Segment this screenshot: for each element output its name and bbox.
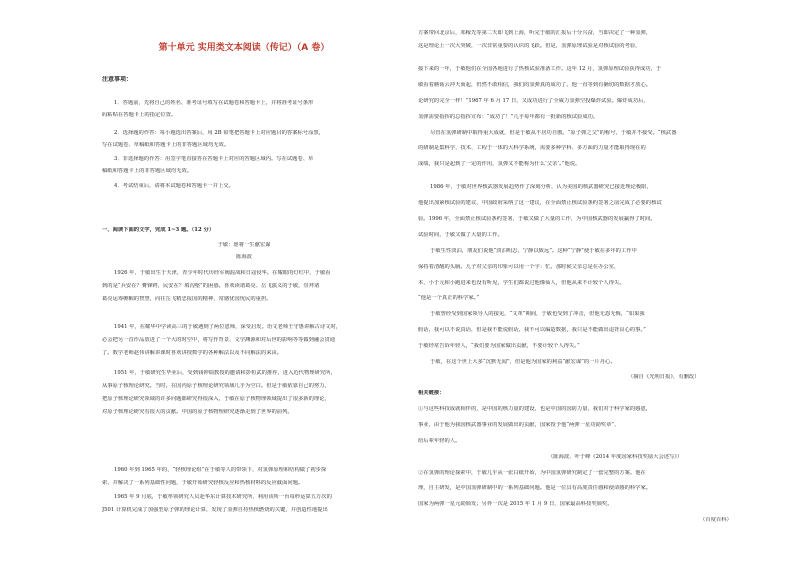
article-line: 这是理论上一次大突破，一次非常重要的认识的飞跃。但是，氢弹原理试验是对核试验的考验， [418, 43, 641, 49]
article-line: 氢弹需要指挥的总指挥宣布：“成功了！”几乎每年都有一批新的核试验成功。 [418, 114, 599, 120]
notice-line: 3．非选择题的作答：用签字笔直接答在答题卡上对应的答题区域内。写在试题卷、草 [114, 156, 314, 162]
article-line: 1960 年到 1965 年的，“轻核理论组”在于敏等人的带领下，对氢弹原理和结构做了初步探 [114, 467, 327, 473]
notice-line: 1．答题前，先将自己的姓名、准考证号填写在试题卷和答题卡上，并将准考证号条形 [114, 100, 314, 106]
article-line: 1986 年，于敏对世界核武器发展趋势作了深刻分析，认为美国的核武器研究已接近理论极限， [430, 184, 652, 190]
article-line: 假话，我可以不说真话，但是我不能说假话，我不可以编造数据，我只是不能做出违背良心的事。” [418, 327, 646, 333]
article-line: 验。1996 年，全面禁止核试验条约签署，于敏又做了大量的工作，为中国核武器的发展赢得了时间。 [418, 216, 656, 222]
article-line: 成绩，我只是起到了一定的作用，氢弹又不能称为什么‘父亲’。”他说。 [418, 161, 581, 167]
page-title: 第十单元 实用类文本阅读（传记）（A 卷） [158, 43, 330, 53]
article-line: 1951 年，于敏研究生毕业后，受到钱钟瑞教授的邀请和彭桓武的推荐，进入近代物理研究所， [114, 370, 336, 376]
article-line: 敏看着蘑菇云冲天而起，仍然不敢相信，我们的氢弹真的成功了，他一直等到有确切的数据才放心。 [418, 82, 652, 88]
related-link-source: （百度百科） [700, 517, 732, 523]
article-line: 1941 年，在耀华中学读高三的于敏遇到了两位恩师，深受启发。语文老师王守惠讲解古诗文时， [114, 324, 342, 330]
related-link-line: 事业，由于他为我国核武器事业的发展做出的贡献，国家授予他“两弹一星功勋奖章”， [418, 422, 620, 428]
article-line: 接下来的一年，于敏他们在全国各地进行了热核试验准备工作。这年 12 月，氢弹原理试验获得成功，于 [418, 66, 662, 72]
article-line: 于敏生性淡泊，朋友们说他“淡泊明志，宁静以致远”。这种“宁静”使于敏在多年的工作中 [430, 248, 637, 254]
related-link-source: （陈海波、叶于峰《2014 年度国家科技奖励大会述写》） [548, 454, 683, 460]
article-line: 索，并解决了一系列基础性问题，于敏开始研究轻核反应和热核材料的反应截面问题。 [102, 480, 304, 486]
article-line: 把原子核理论研究领域的许多问题都研究得很深入，于敏在原子核物理领域提出了很多新的理论， [102, 396, 330, 402]
article-line: “他是一个真正的科学家。” [418, 295, 480, 301]
related-link-line: ②在氢弹的理论探索中，于敏几乎从一张白纸开始，为中国氢弹研究制定了一套完整的方案。他在 [418, 470, 646, 476]
article-line: 方案带回北京后，邓稼先等第二天即飞到上海，听完于敏的汇报后十分兴奋，当即决定了一种氢弹， [418, 30, 652, 36]
notice-line: 写在试题卷、草稿纸和答题卡上的非答题区域均无效。 [102, 142, 230, 148]
notice-line: 码粘贴在答题卡上的指定位置。 [102, 112, 177, 118]
article-line: 对原子核理论研究有很大的贡献。中国的原子核物理研究逐渐走到了世界的前列。 [102, 409, 293, 415]
article-title: 于敏：愿将一生献宏谋 [217, 242, 271, 248]
article-line: J501 计算机完成了加强型原子弹的理论计算，发现了氢弹自持热核燃烧的关键，并创造性地提出 [102, 507, 328, 513]
article-line: 的研制是集科学、技术、工程于一体的大科学系统，需要多种学科、多方面的力量才能取得现在的 [418, 145, 646, 151]
section-heading: 一、阅读下面的文字，完成 1~3 题。（12 分） [102, 227, 215, 233]
article-line: 1965 年 9 月底，于敏率领研究人员赴华东计算技术研究所，利用该所一台每秒运算五万次的 [114, 494, 332, 500]
article-line: 试验时间，于敏又做了大量的工作。 [418, 232, 503, 238]
related-link-line: 理，自主研发，是中国氢弹研制中的一系列基础问题。他是一位具有高度责任感和使命感的科学家。 [418, 485, 652, 491]
article-line: 于敏曾经受到国家领导人的接见，“文革”期间，于敏也受到了冲击，但他无怨无悔，“如果我 [430, 311, 645, 317]
article-line: 于敏经常告诉年轻人，“我们要为国家做出贡献，不要计较个人得失。” [418, 343, 580, 349]
article-line: 保持着清醒的头脑。儿子对父亲的印象可以用一个字：忙。那时候父亲总是在办公室， [418, 264, 620, 270]
notice-heading: 注意事项： [102, 76, 133, 83]
article-line: 本，小于元和小跑进来也没有听见，学生们都说过他像仙人，但他从来不计较个人得失。 [418, 280, 625, 286]
article-line: 必会把另一首作品放进了一个大的时空中，将写作背景、文学渊源和对后世的影响等等做到融会贯通 [102, 337, 336, 343]
article-line: 葛亮运筹帷幄的智慧，向往岳飞精忠报国的精神，常感忧国忧民的重担。 [102, 296, 272, 302]
article-author: 陈海波 [236, 254, 252, 260]
related-links-heading: 相关链接： [418, 390, 445, 396]
notice-line: 4．考试结束后，请将本试题卷和答题卡一并上交。 [114, 183, 234, 189]
related-link-line: 国家为两弹一星元勋颁发；另外一次是 2015 年 1 月 9 日，国家最高科技奖颁奖。 [418, 501, 613, 507]
notice-line: 稿纸和答题卡上的非答题区域均无效。 [102, 168, 193, 174]
article-line: 到的是“兵安在？膏锋锷，民安在？填沟壑”的困惑。喜欢读诸葛亮、岳飞演义的于敏，崇拜诸 [102, 283, 320, 289]
article-line: 从事原子核理论研究。当时，在国内原子核理论研究领域几乎为空白。但是于敏依靠自己的努力， [102, 383, 330, 389]
article-source: （摘自《光明日报》，有删改） [628, 374, 700, 380]
article-line: 于敏，在这个世上大多“沉默无闻”，但是他为国家的利益“献宏谋”的一片丹心。 [430, 359, 616, 365]
article-line: 论研究的完全一样！”1967 年 6 月 17 日，又成功进行了全威力氢弹空投爆炸试验。爆炸成功后， [418, 98, 649, 104]
article-line: 他提出加紧核试验的建议，中国政府采纳了这一建议，在全面禁止核试验条约签署之前完成了必要的核试 [418, 200, 662, 206]
notice-line: 2．选择题的作答：每小题选出答案后，用 2B 铅笔把答题卡上对应题目的答案标号涂黑， [114, 130, 324, 136]
article-line: 了。数学老师赵伟讲解讲课时喜欢讲授数学的各种解法以及不同解法的来由。 [102, 350, 283, 356]
related-link-line: 给后辈年轻的人。 [418, 438, 461, 444]
article-line: 尽管在氢弹研制中取得重大成就，但是于敏从不居功自傲。“原子弹之父”的称号，于敏并不接受。“核武器 [430, 130, 677, 136]
related-link-line: ①与这些科技成就相伴的，是中国的核力量的建设，也是中国的国防力量，我们对于科学家的感恩， [418, 406, 652, 412]
article-line: 1926 年，于敏出生于天津，青少年时代历经军阀混战和日寇侵华。在耀眼的灯红中，于敏看 [114, 270, 331, 276]
